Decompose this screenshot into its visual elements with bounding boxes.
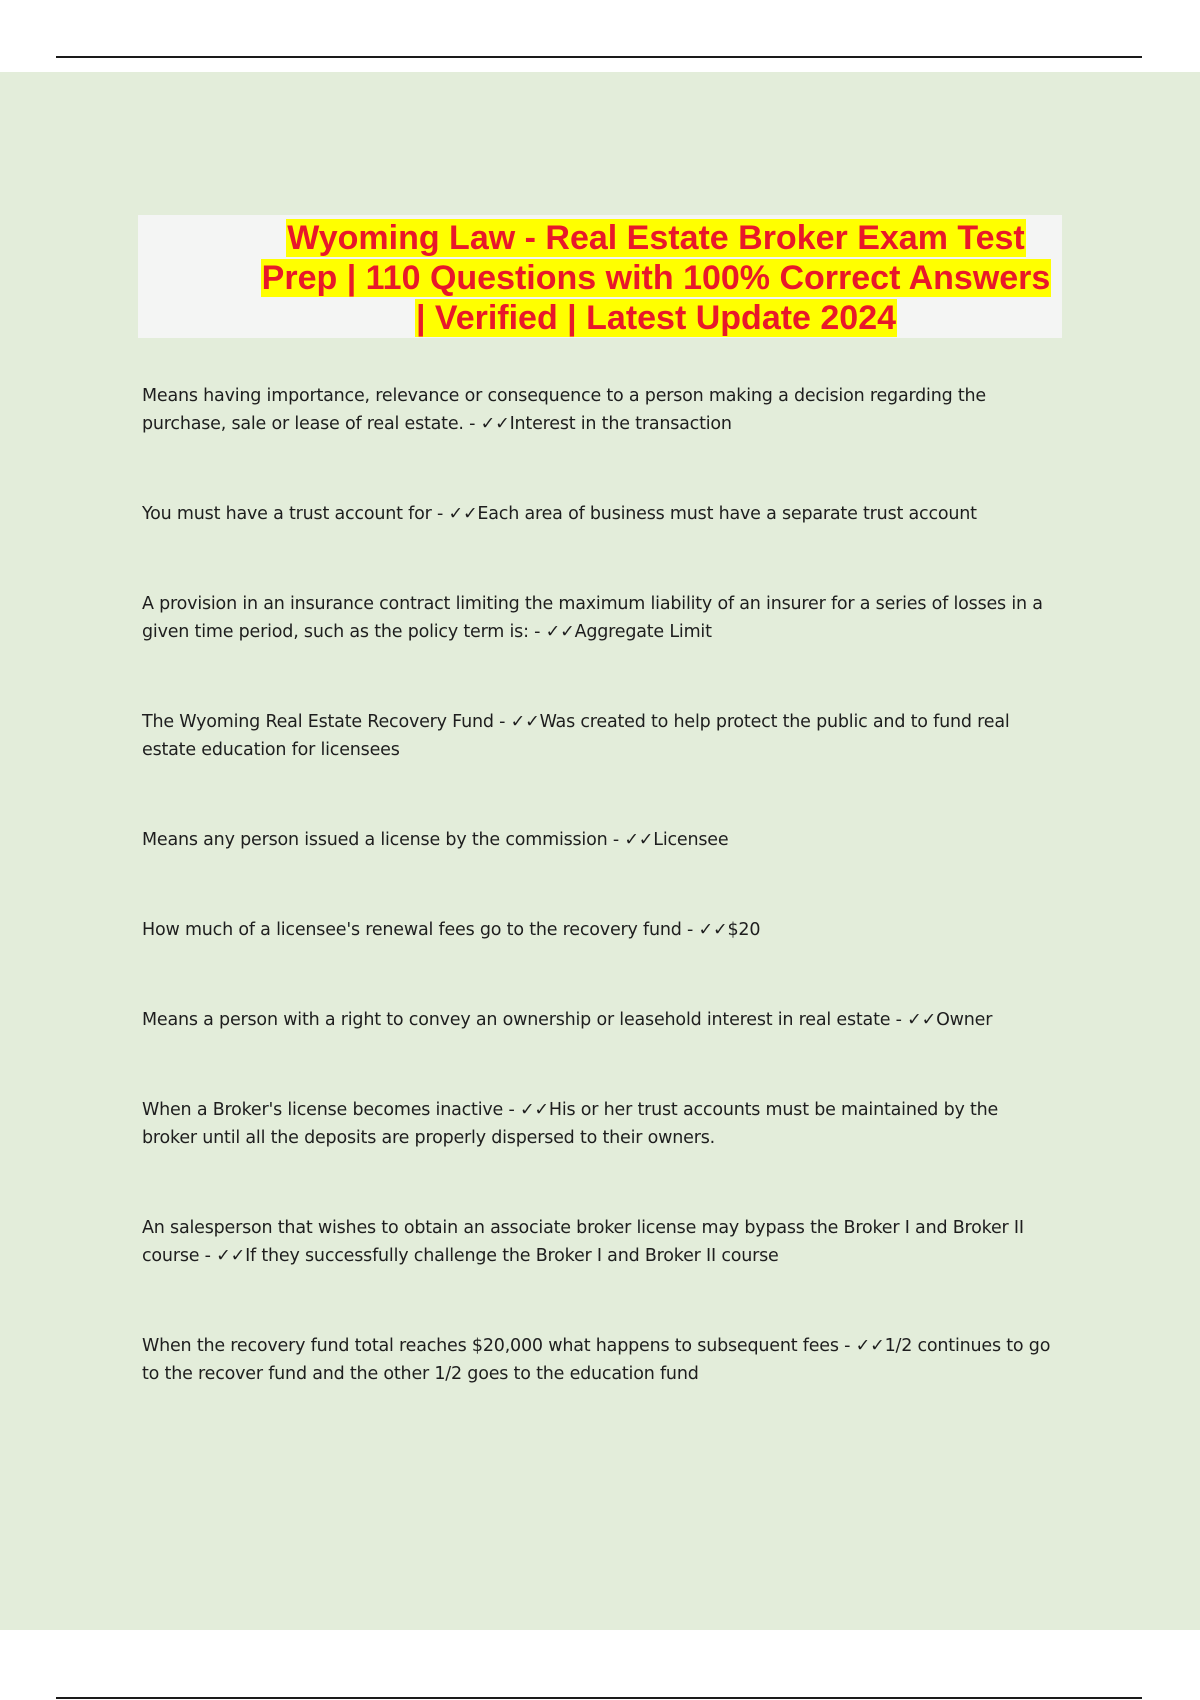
qa-item	[142, 916, 1052, 944]
bottom-divider	[56, 1697, 1142, 1699]
qa-item	[142, 1332, 1052, 1388]
separator: -	[681, 920, 699, 940]
check-mark-icon: ✓✓	[545, 622, 575, 642]
answer-text: Was created to help protect the public and to fund real estate education for licensees	[142, 712, 1010, 760]
separator: -	[431, 504, 449, 524]
answer-text: His or her trust accounts must be maintained by the broker until all the deposits are properly dispersed to their owners.	[142, 1100, 999, 1148]
check-mark-icon: ✓✓	[519, 1100, 549, 1120]
document-title-text: Wyoming Law - Real Estate Broker Exam Test Prep | 110 Questions with 100% Correct Answers | Verified | Latest Update 2024	[261, 219, 1051, 337]
qa-item	[142, 1006, 1052, 1034]
answer-text: Owner	[936, 1010, 993, 1030]
check-mark-icon: ✓✓	[480, 414, 510, 434]
qa-item	[142, 1096, 1052, 1152]
question-text: An salesperson that wishes to obtain an associate broker license may bypass the Broker I and Broker II course	[142, 1218, 1024, 1266]
separator: -	[199, 1246, 217, 1266]
check-mark-icon: ✓✓	[624, 830, 654, 850]
answer-text: If they successfully challenge the Broker I and Broker II course	[245, 1246, 779, 1266]
qa-item	[142, 1214, 1052, 1270]
answer-text: Licensee	[653, 830, 729, 850]
question-text: Means having importance, relevance or consequence to a person making a decision regarding the purchase, sale or lease of real estate.	[142, 386, 987, 434]
separator: -	[528, 622, 546, 642]
question-text: A provision in an insurance contract limiting the maximum liability of an insurer for a series of losses in a given time period, such as the policy term is:	[142, 594, 1043, 642]
check-mark-icon: ✓✓	[510, 712, 540, 732]
qa-item	[142, 826, 1052, 854]
separator: -	[890, 1010, 908, 1030]
qa-item	[142, 382, 1052, 438]
question-answer-list	[142, 382, 1052, 1388]
answer-text: Interest in the transaction	[509, 414, 732, 434]
qa-item	[142, 500, 1052, 528]
check-mark-icon: ✓✓	[698, 920, 728, 940]
top-divider	[56, 56, 1142, 58]
check-mark-icon: ✓✓	[216, 1246, 246, 1266]
question-text: When a Broker's license becomes inactive	[142, 1100, 504, 1120]
check-mark-icon: ✓✓	[907, 1010, 937, 1030]
qa-item	[142, 590, 1052, 646]
check-mark-icon: ✓✓	[448, 504, 478, 524]
qa-item	[142, 708, 1052, 764]
answer-text: Aggregate Limit	[574, 622, 712, 642]
question-text: Means any person issued a license by the commission	[142, 830, 608, 850]
separator: -	[838, 1336, 856, 1356]
question-text: Means a person with a right to convey an ownership or leasehold interest in real estate	[142, 1010, 891, 1030]
separator: -	[493, 712, 511, 732]
question-text: How much of a licensee's renewal fees go to the recovery fund	[142, 920, 682, 940]
check-mark-icon: ✓✓	[855, 1336, 885, 1356]
document-title	[138, 215, 1062, 338]
separator: -	[463, 414, 481, 434]
answer-text: 1/2 continues to go to the recover fund and the other 1/2 goes to the education fund	[142, 1336, 1051, 1384]
question-text: The Wyoming Real Estate Recovery Fund	[142, 712, 494, 732]
separator: -	[503, 1100, 520, 1120]
question-text: When the recovery fund total reaches $20,000 what happens to subsequent fees	[142, 1336, 839, 1356]
separator: -	[607, 830, 625, 850]
answer-text: Each area of business must have a separate trust account	[477, 504, 977, 524]
title-box	[138, 215, 1062, 338]
answer-text: $20	[727, 920, 761, 940]
question-text: You must have a trust account for	[142, 504, 432, 524]
